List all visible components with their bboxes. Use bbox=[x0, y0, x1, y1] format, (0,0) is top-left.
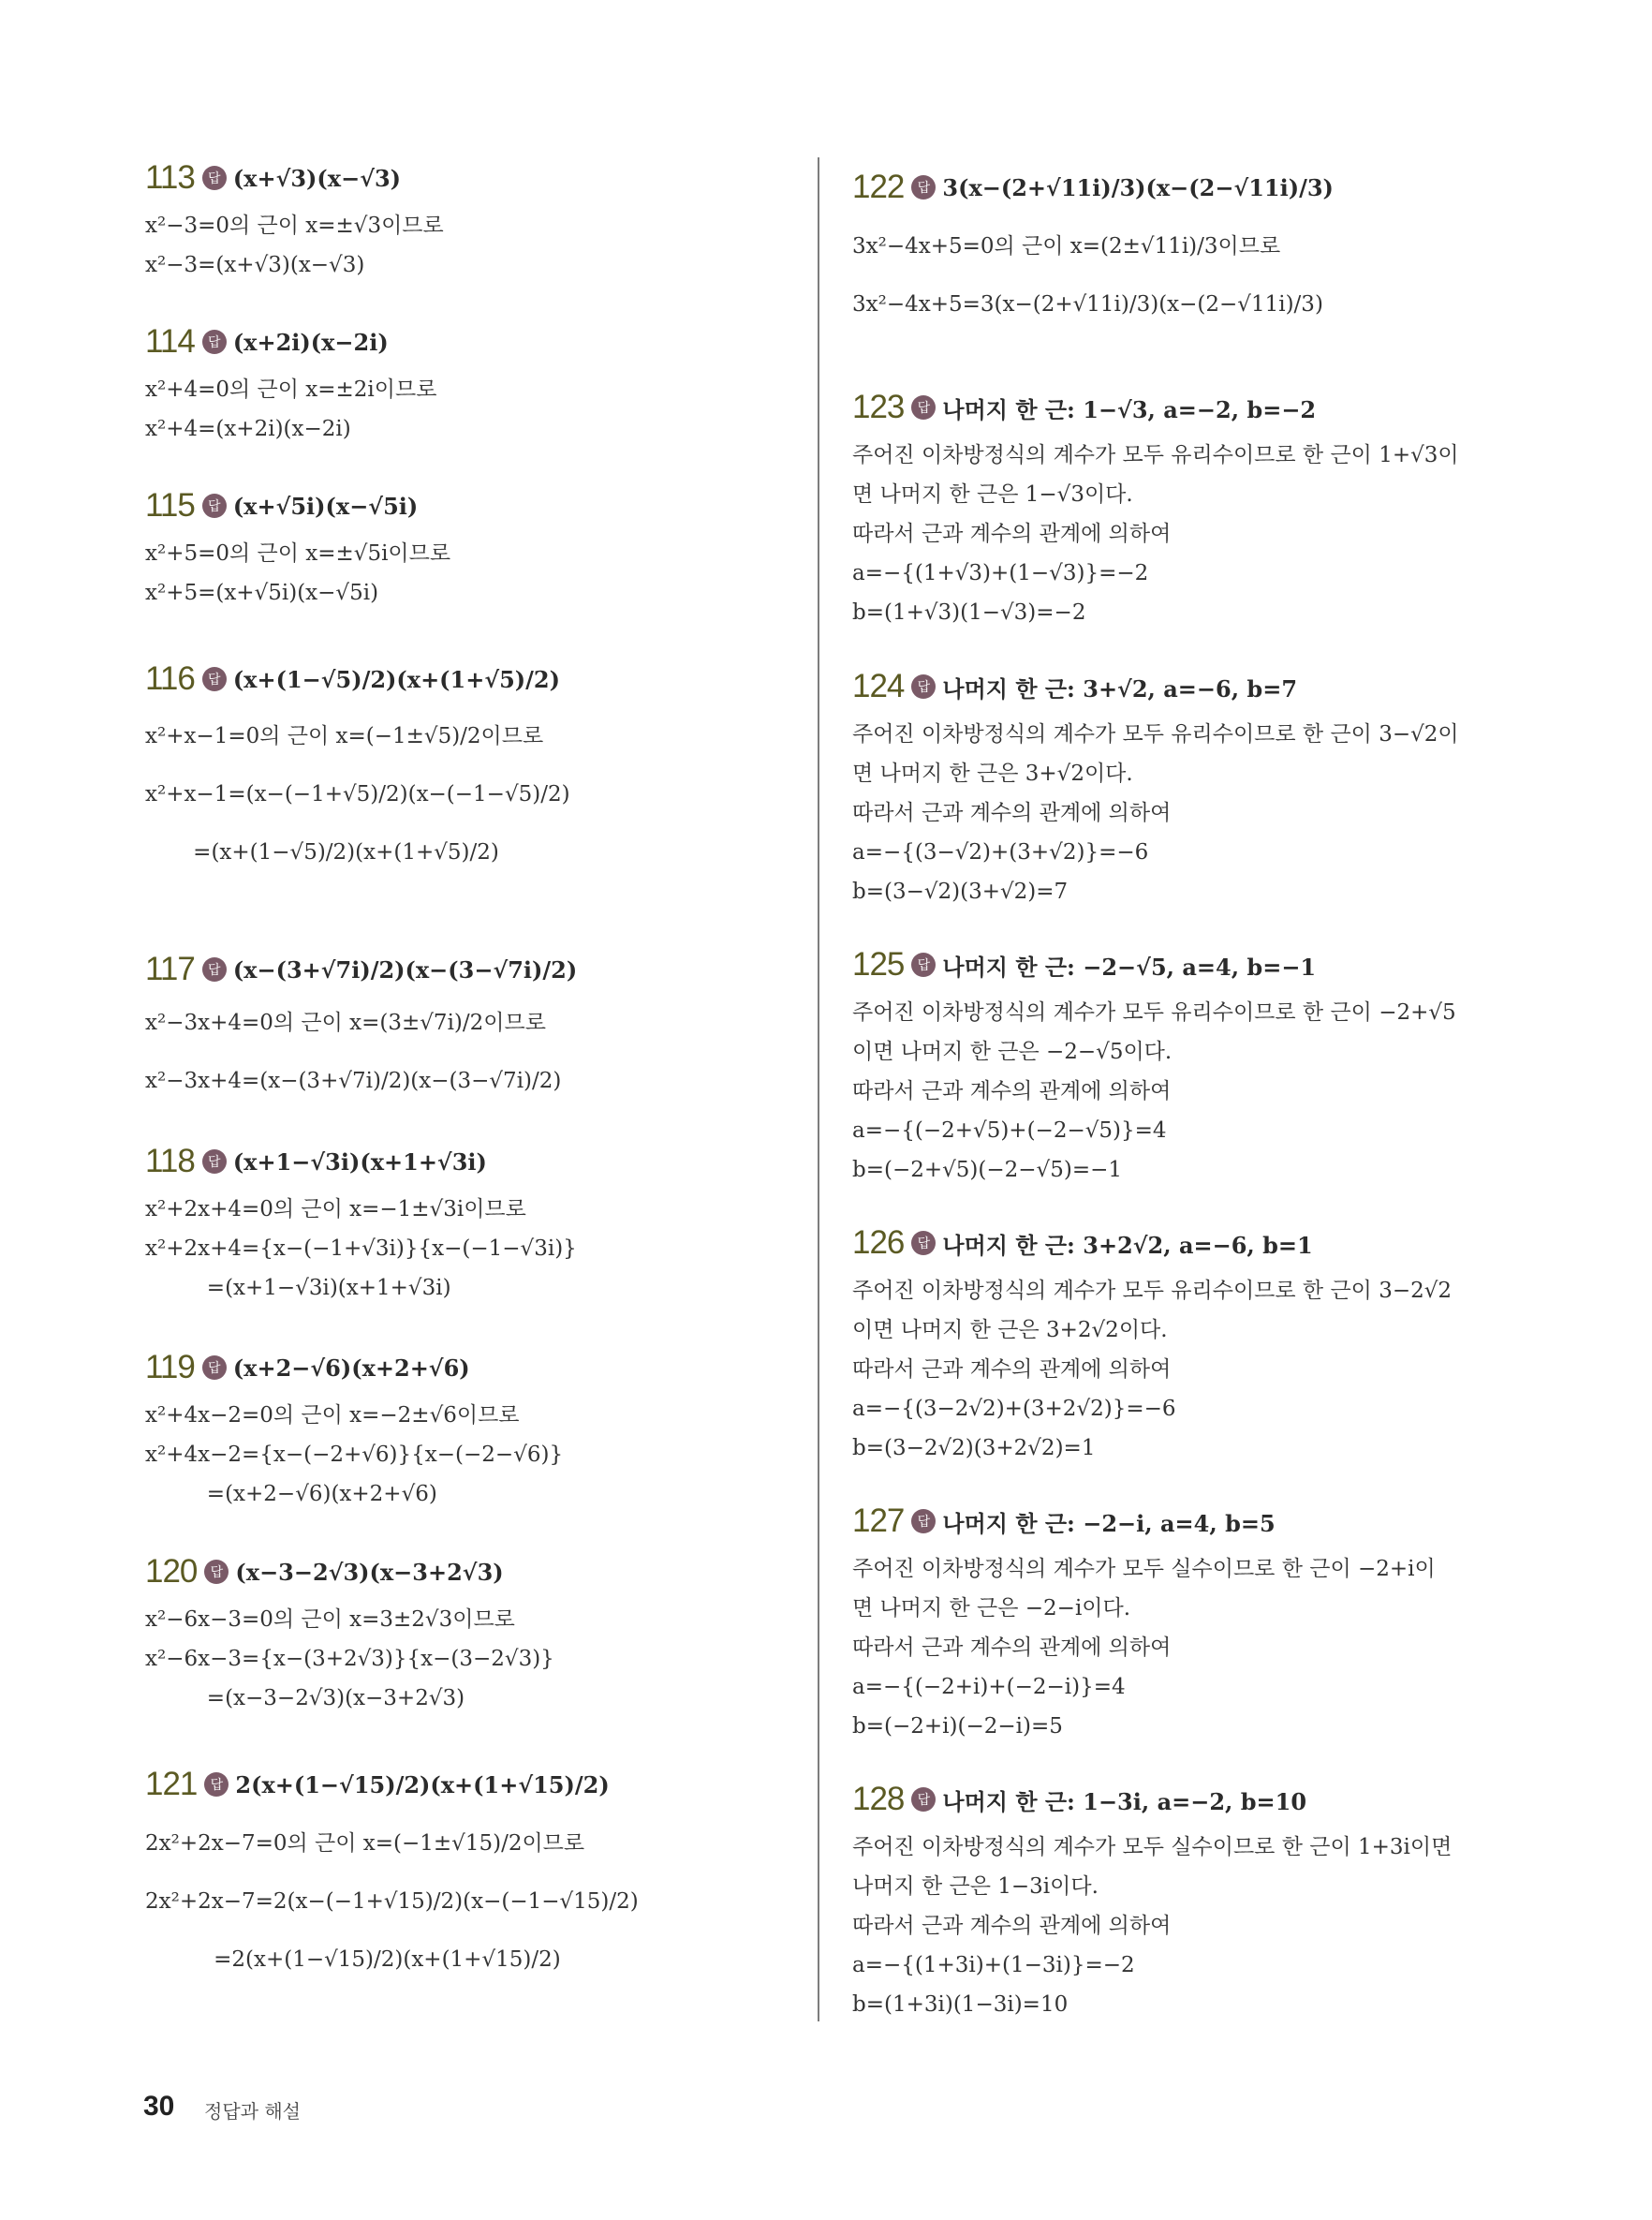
answer-text: (x+2i)(x−2i) bbox=[232, 328, 389, 356]
solution-line: b=(1+3i)(1−3i)=10 bbox=[852, 1992, 1069, 2017]
solution-line: 주어진 이차방정식의 계수가 모두 유리수이므로 한 근이 3−√2이 bbox=[852, 722, 1459, 747]
answer-text: 나머지 한 근: −2−√5, a=4, b=−1 bbox=[942, 953, 1317, 981]
solution-line: x²+2x+4={x−(−1+√3i)}{x−(−1−√3i)} bbox=[145, 1236, 577, 1261]
solution-line: b=(3−2√2)(3+2√2)=1 bbox=[852, 1436, 1096, 1460]
solution-line: 2x²+2x−7=0의 근이 x=(−1±√15)/2이므로 bbox=[145, 1831, 585, 1856]
answer-text: (x−(3+√7i)/2)(x−(3−√7i)/2) bbox=[232, 955, 578, 984]
answer-badge: 답 bbox=[911, 175, 936, 200]
problem-128 bbox=[852, 1771, 1508, 2024]
answer-badge: 답 bbox=[204, 1772, 229, 1797]
solution-line: x²−3x+4=0의 근이 x=(3±√7i)/2이므로 bbox=[145, 1011, 546, 1035]
column-divider bbox=[818, 157, 819, 2021]
solution-line: 면 나머지 한 근은 −2−i이다. bbox=[852, 1596, 1131, 1621]
problem-number: 122 bbox=[852, 169, 905, 205]
page-number: 30 bbox=[143, 2091, 175, 2122]
answer-badge: 답 bbox=[911, 1787, 936, 1812]
problem-number: 118 bbox=[145, 1143, 195, 1179]
answer-badge: 답 bbox=[202, 957, 227, 982]
answer-badge: 답 bbox=[202, 667, 227, 691]
solution-line: x²+x−1=0의 근이 x=(−1±√5)/2이므로 bbox=[145, 724, 544, 748]
solution-line: a=−{(3−2√2)+(3+2√2)}=−6 bbox=[852, 1397, 1176, 1421]
problem-number: 117 bbox=[145, 951, 195, 987]
solution-line: x²−3=(x+√3)(x−√3) bbox=[145, 253, 365, 277]
solution-line: 따라서 근과 계수의 관계에 의하여 bbox=[852, 1914, 1172, 1938]
problem-number: 114 bbox=[145, 323, 195, 360]
solution-line: a=−{(−2+√5)+(−2−√5)}=4 bbox=[852, 1118, 1167, 1143]
problem-number: 125 bbox=[852, 946, 905, 983]
solution-line: b=(3−√2)(3+√2)=7 bbox=[852, 880, 1069, 904]
answer-badge: 답 bbox=[911, 1509, 936, 1533]
solution-line: =2(x+(1−√15)/2)(x+(1+√15)/2) bbox=[145, 1947, 561, 1972]
problem-number: 121 bbox=[145, 1766, 198, 1802]
solution-line: x²+x−1=(x−(−1+√5)/2)(x−(−1−√5)/2) bbox=[145, 782, 570, 807]
answer-text: 나머지 한 근: 1−√3, a=−2, b=−2 bbox=[942, 395, 1317, 423]
problem-number: 116 bbox=[145, 660, 195, 697]
problem-114 bbox=[145, 314, 801, 449]
solution-line: 주어진 이차방정식의 계수가 모두 실수이므로 한 근이 −2+i이 bbox=[852, 1557, 1436, 1581]
answer-badge: 답 bbox=[204, 1560, 229, 1584]
solution-line: a=−{(−2+i)+(−2−i)}=4 bbox=[852, 1675, 1126, 1699]
answer-text: 나머지 한 근: 1−3i, a=−2, b=10 bbox=[942, 1787, 1307, 1815]
solution-line: 주어진 이차방정식의 계수가 모두 유리수이므로 한 근이 −2+√5 bbox=[852, 1000, 1456, 1025]
solution-line: a=−{(3−√2)+(3+√2)}=−6 bbox=[852, 840, 1149, 865]
solution-line: b=(1+√3)(1−√3)=−2 bbox=[852, 600, 1086, 625]
problem-119 bbox=[145, 1339, 801, 1514]
solution-line: 3x²−4x+5=0의 근이 x=(2±√11i)/3이므로 bbox=[852, 234, 1281, 259]
problem-number: 124 bbox=[852, 668, 905, 704]
answer-text: (x+√3)(x−√3) bbox=[232, 164, 402, 192]
solution-line: x²−3x+4=(x−(3+√7i)/2)(x−(3−√7i)/2) bbox=[145, 1069, 562, 1093]
footer-label: 정답과 해설 bbox=[204, 2100, 301, 2123]
problem-126 bbox=[852, 1215, 1508, 1468]
answer-badge: 답 bbox=[911, 395, 936, 420]
solution-line: 면 나머지 한 근은 1−√3이다. bbox=[852, 482, 1133, 507]
solution-line: x²+5=(x+√5i)(x−√5i) bbox=[145, 581, 379, 605]
problem-number: 120 bbox=[145, 1553, 198, 1590]
problem-123 bbox=[852, 379, 1508, 632]
solution-line: 따라서 근과 계수의 관계에 의하여 bbox=[852, 801, 1172, 825]
problem-125 bbox=[852, 937, 1508, 1190]
answer-badge: 답 bbox=[911, 1231, 936, 1255]
solution-line: b=(−2+√5)(−2−√5)=−1 bbox=[852, 1158, 1122, 1182]
solution-line: x²+4x−2={x−(−2+√6)}{x−(−2−√6)} bbox=[145, 1443, 564, 1467]
solution-line: x²−3=0의 근이 x=±√3이므로 bbox=[145, 214, 444, 238]
solution-line: x²+5=0의 근이 x=±√5i이므로 bbox=[145, 541, 451, 566]
solution-line: =(x+1−√3i)(x+1+√3i) bbox=[145, 1276, 451, 1300]
problem-118 bbox=[145, 1133, 801, 1308]
solution-line: 주어진 이차방정식의 계수가 모두 유리수이므로 한 근이 1+√3이 bbox=[852, 443, 1459, 467]
answer-text: 3(x−(2+√11i)/3)(x−(2−√11i)/3) bbox=[942, 173, 1334, 201]
solution-line: 주어진 이차방정식의 계수가 모두 유리수이므로 한 근이 3−2√2 bbox=[852, 1279, 1453, 1303]
answer-badge: 답 bbox=[202, 1149, 227, 1174]
solution-line: x²−6x−3={x−(3+2√3)}{x−(3−2√3)} bbox=[145, 1647, 554, 1671]
problem-121 bbox=[145, 1756, 801, 1979]
solution-line: x²+4=0의 근이 x=±2i이므로 bbox=[145, 377, 437, 402]
problem-122 bbox=[852, 159, 1508, 324]
problem-number: 113 bbox=[145, 159, 195, 196]
problem-number: 128 bbox=[852, 1781, 905, 1817]
answer-badge: 답 bbox=[202, 1355, 227, 1380]
answer-badge: 답 bbox=[911, 674, 936, 699]
problem-127 bbox=[852, 1493, 1508, 1746]
solution-line: x²+4x−2=0의 근이 x=−2±√6이므로 bbox=[145, 1403, 520, 1428]
solution-line: =(x+(1−√5)/2)(x+(1+√5)/2) bbox=[145, 840, 499, 865]
answer-text: 2(x+(1−√15)/2)(x+(1+√15)/2) bbox=[235, 1770, 610, 1798]
solution-line: =(x−3−2√3)(x−3+2√3) bbox=[145, 1686, 465, 1710]
problem-number: 127 bbox=[852, 1502, 905, 1539]
solution-line: 나머지 한 근은 1−3i이다. bbox=[852, 1874, 1099, 1899]
answer-badge: 답 bbox=[911, 953, 936, 977]
solution-line: 면 나머지 한 근은 3+√2이다. bbox=[852, 762, 1133, 786]
answer-badge: 답 bbox=[202, 330, 227, 354]
solution-line: x²−6x−3=0의 근이 x=3±2√3이므로 bbox=[145, 1607, 515, 1632]
problem-number: 126 bbox=[852, 1224, 905, 1261]
answer-text: 나머지 한 근: 3+√2, a=−6, b=7 bbox=[942, 674, 1298, 703]
solution-line: 주어진 이차방정식의 계수가 모두 실수이므로 한 근이 1+3i이면 bbox=[852, 1835, 1453, 1859]
solution-line: 2x²+2x−7=2(x−(−1+√15)/2)(x−(−1−√15)/2) bbox=[145, 1889, 639, 1914]
problem-120 bbox=[145, 1544, 801, 1718]
solution-line: 3x²−4x+5=3(x−(2+√11i)/3)(x−(2−√11i)/3) bbox=[852, 292, 1323, 317]
solution-line: x²+4=(x+2i)(x−2i) bbox=[145, 417, 351, 441]
problem-116 bbox=[145, 651, 801, 872]
problem-number: 123 bbox=[852, 389, 905, 425]
problem-117 bbox=[145, 941, 801, 1101]
answer-text: (x+(1−√5)/2)(x+(1+√5)/2) bbox=[232, 665, 560, 693]
answer-text: (x+√5i)(x−√5i) bbox=[232, 492, 419, 520]
answer-text: (x+2−√6)(x+2+√6) bbox=[232, 1354, 470, 1382]
problem-number: 115 bbox=[145, 487, 195, 524]
solution-line: 이면 나머지 한 근은 −2−√5이다. bbox=[852, 1040, 1173, 1064]
answer-text: 나머지 한 근: −2−i, a=4, b=5 bbox=[942, 1509, 1276, 1537]
problem-number: 119 bbox=[145, 1349, 195, 1385]
problem-113 bbox=[145, 150, 801, 285]
answer-text: (x−3−2√3)(x−3+2√3) bbox=[235, 1558, 504, 1586]
answer-text: (x+1−√3i)(x+1+√3i) bbox=[232, 1147, 487, 1176]
solution-line: a=−{(1+√3)+(1−√3)}=−2 bbox=[852, 561, 1149, 585]
solution-line: x²+2x+4=0의 근이 x=−1±√3i이므로 bbox=[145, 1197, 526, 1221]
solution-line: 따라서 근과 계수의 관계에 의하여 bbox=[852, 1079, 1172, 1103]
solution-line: 이면 나머지 한 근은 3+2√2이다. bbox=[852, 1318, 1168, 1342]
solution-line: =(x+2−√6)(x+2+√6) bbox=[145, 1482, 437, 1506]
problem-115 bbox=[145, 478, 801, 613]
solution-line: a=−{(1+3i)+(1−3i)}=−2 bbox=[852, 1953, 1135, 1977]
solution-line: b=(−2+i)(−2−i)=5 bbox=[852, 1714, 1063, 1739]
answer-badge: 답 bbox=[202, 494, 227, 518]
solution-line: 따라서 근과 계수의 관계에 의하여 bbox=[852, 1635, 1172, 1660]
problem-124 bbox=[852, 659, 1508, 911]
answer-badge: 답 bbox=[202, 166, 227, 190]
answer-text: 나머지 한 근: 3+2√2, a=−6, b=1 bbox=[942, 1231, 1313, 1259]
solution-line: 따라서 근과 계수의 관계에 의하여 bbox=[852, 1357, 1172, 1382]
solution-line: 따라서 근과 계수의 관계에 의하여 bbox=[852, 522, 1172, 546]
